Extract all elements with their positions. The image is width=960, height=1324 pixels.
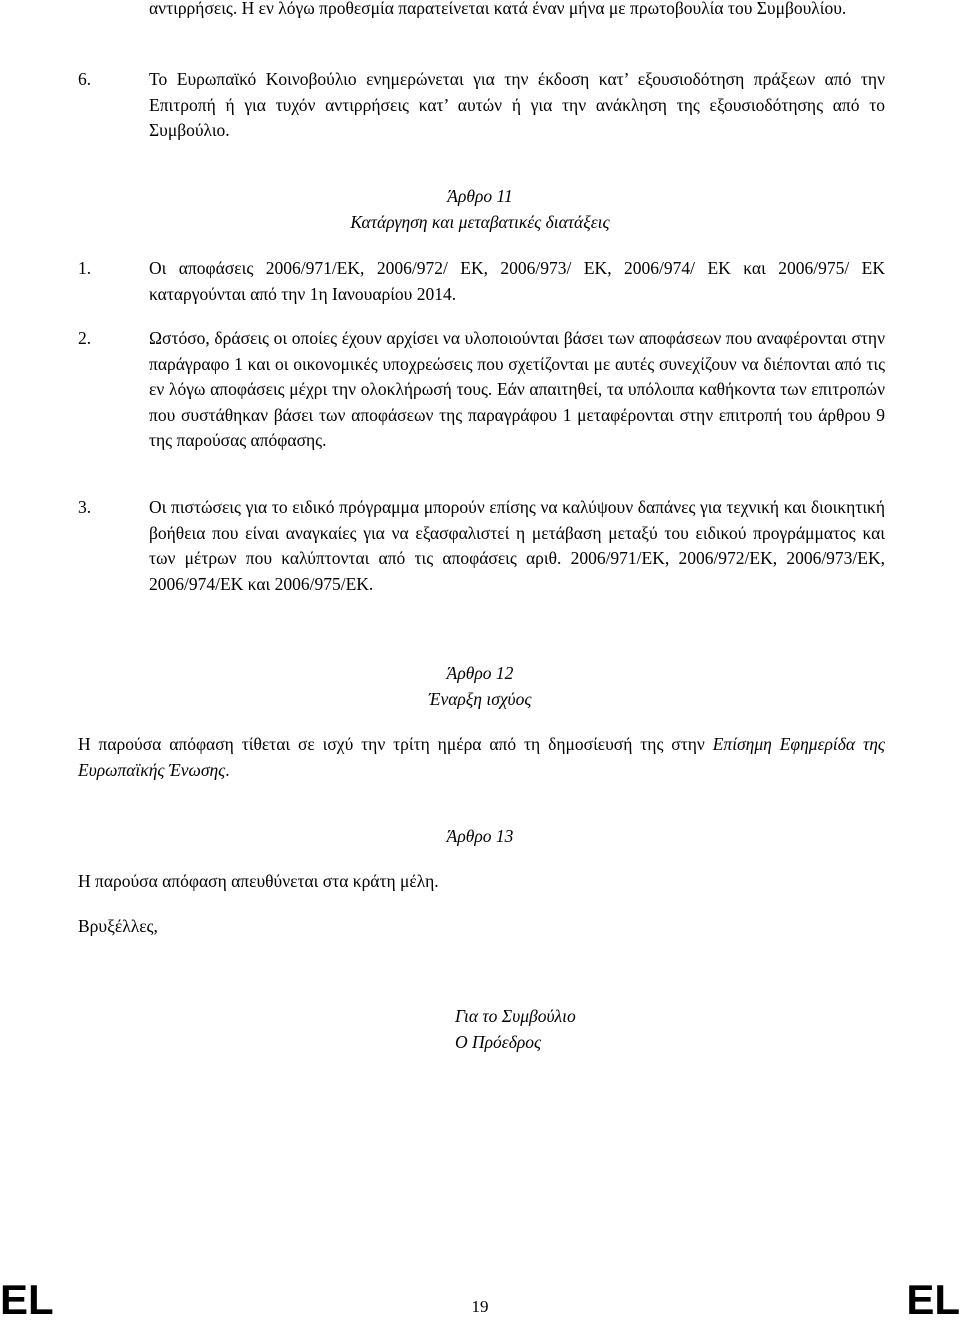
continuation-text: αντιρρήσεις. Η εν λόγω προθεσμία παρατείνεται κατά έναν μήνα με πρωτοβουλία του Συμβουλίου. — [149, 0, 847, 18]
article-13-text: Η παρούσα απόφαση απευθύνεται στα κράτη μέλη. — [78, 871, 439, 891]
article-11-para-3-number: 3. — [78, 497, 92, 517]
article-12-text-end: . — [225, 759, 230, 780]
signature-line-1: Για το Συμβούλιο — [455, 1006, 576, 1026]
article-11-para-2-number: 2. — [78, 328, 92, 348]
footer-language-left: EL — [0, 1276, 54, 1323]
article-12-heading: Άρθρο 12 — [446, 663, 514, 683]
page-number: 19 — [471, 1297, 489, 1316]
article-13-heading: Άρθρο 13 — [446, 826, 514, 846]
signature-line-2: Ο Πρόεδρος — [455, 1032, 542, 1052]
article-11-para-3-text: Οι πιστώσεις για το ειδικό πρόγραμμα μπορούν επίσης να καλύψουν δαπάνες για τεχνική και διοικητική βοήθεια που είναι αναγκαίες για να εξασφαλιστεί η μετάβαση μεταξύ του ειδικού προγράμματος και των μέτρων που καλύπτονται από τις αποφάσεις αριθ. 2006/971/ΕΚ, 2006/972/ΕΚ, 2006/973/ΕΚ, 2006/974/ΕΚ και 2006/975/ΕΚ. — [149, 497, 885, 594]
para-6-number: 6. — [78, 69, 92, 89]
para-6-text: Το Ευρωπαϊκό Κοινοβούλιο ενημερώνεται για την έκδοση κατ’ εξουσιοδότηση πράξεων από την Επιτροπή ή για τυχόν αντιρρήσεις κατ’ αυτών ή για την ανάκληση της εξουσιοδότησης από το Συμβούλιο. — [149, 69, 885, 140]
article-11-para-2-text: Ωστόσο, δράσεις οι οποίες έχουν αρχίσει να υλοποιούνται βάσει των αποφάσεων που αναφέρονται στην παράγραφο 1 και οι οικονομικές υποχρεώσεις που σχετίζονται με αυτές συνεχίζουν να διέπονται από τις εν λόγω αποφάσεις μέχρι την ολοκλήρωσή τους. Εάν απαιτηθεί, τα υπόλοιπα καθήκοντα των επιτροπών που συστάθηκαν βάσει των αποφάσεων της παραγράφου 1 μεταφέρονται στην επιτροπή του άρθρου 9 της παρούσας απόφασης. — [149, 328, 885, 450]
article-12-text-plain: Η παρούσα απόφαση τίθεται σε ισχύ την τρίτη ημέρα από τη δημοσίευσή της στην — [78, 734, 713, 754]
article-11-para-1-number: 1. — [78, 258, 92, 278]
official-journal-title: Επίσημη Εφημερίδα της Ευρωπαϊκής Ένωσης — [78, 734, 885, 780]
footer-language-right: EL — [906, 1276, 960, 1323]
article-12-text — [78, 732, 885, 783]
article-12-title: Έναρξη ισχύος — [428, 689, 532, 709]
place-text: Βρυξέλλες, — [78, 916, 158, 936]
article-11-para-1-text: Οι αποφάσεις 2006/971/ΕΚ, 2006/972/ ΕΚ, 2006/973/ ΕΚ, 2006/974/ ΕΚ και 2006/975/ ΕΚ καταργούνται από την 1η Ιανουαρίου 2014. — [149, 258, 885, 304]
article-11-title: Κατάργηση και μεταβατικές διατάξεις — [350, 212, 610, 232]
article-11-heading: Άρθρο 11 — [447, 186, 513, 206]
